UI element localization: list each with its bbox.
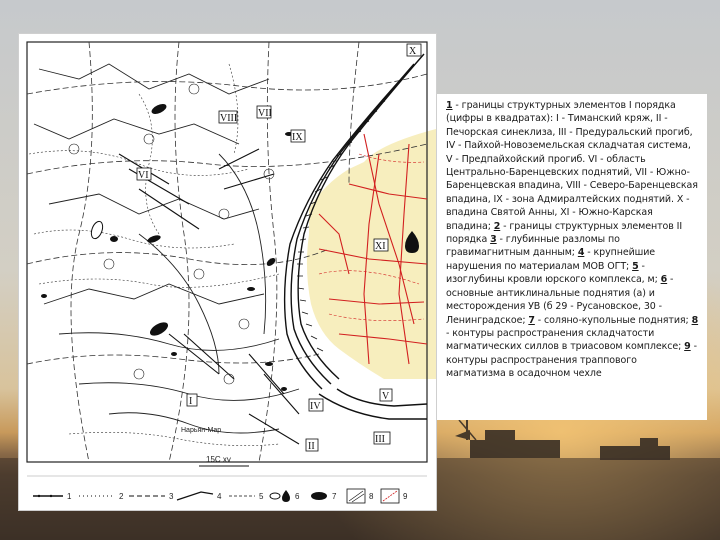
- scale-label: 15С хv: [206, 455, 231, 464]
- legend-item-number: 7: [528, 314, 535, 326]
- legend-text: [446, 99, 699, 381]
- legend-item-text: - границы структурных элементов I порядка (цифры в квадратах): I - Тиманский кряж, II - Печорская синеклиза, III - Предуральский прогиб, IV - Пайхой-Новоземельская складчатая система, V - Предпайхойский прогиб. VI - область Центрально-Баренцевских поднятий, VII - Южно-Баренцевская впадина, VIII - Северо-Баренцевская впадина, IX - зона Адмиралтейских поднятий. X - впадина Святой Анны, XI - Южно-Карская впадина;: [446, 100, 698, 232]
- legend-item-text: - изоглубины кровли юрского комплекса, м;: [446, 260, 661, 286]
- legend-item-number: 1: [446, 100, 453, 111]
- legend-number: 7: [332, 492, 337, 501]
- legend-item-text: - глубинные разломы по гравимагнитным данным;: [446, 234, 620, 259]
- region-label: VI: [138, 170, 149, 181]
- region-label: II: [308, 441, 315, 452]
- region-label: I: [189, 396, 193, 407]
- legend-number: 5: [259, 492, 264, 501]
- region-label: VII: [258, 108, 272, 119]
- scale-bar: [199, 455, 249, 466]
- legend-item-number: 3: [490, 234, 497, 246]
- region-label: VIII: [220, 113, 238, 124]
- legend-item-text: - крупнейшие нарушения по материалам МОВ ОГТ;: [446, 247, 656, 272]
- legend-number: 3: [169, 492, 174, 501]
- legend-item-text: - границы структурных элементов II порядка: [446, 220, 683, 246]
- legend-item-number: 5: [632, 260, 639, 272]
- region-label: XI: [375, 241, 386, 252]
- legend-item-number: 9: [684, 341, 691, 353]
- legend-item-text: - контуры распространения траппового магматизма в осадочном чехле: [446, 341, 697, 380]
- legend-number: 2: [119, 492, 124, 501]
- legend-item-number: 2: [493, 220, 501, 232]
- region-label: III: [375, 434, 385, 445]
- region-label: IV: [310, 401, 321, 412]
- legend-item-number: 8: [691, 314, 699, 326]
- legend-item-number: 6: [660, 274, 668, 286]
- anticline-bodies: [41, 102, 293, 391]
- region-label: V: [382, 391, 390, 402]
- legend-number: 9: [403, 492, 408, 501]
- legend-item-text: - контуры распространения складчатости магматических силлов в триасовом комплексе;: [446, 327, 685, 353]
- legend-strip: [27, 476, 427, 503]
- region-label: X: [409, 46, 417, 57]
- legend-item-text: - основные антиклинальные поднятия (а) и месторождения УВ (б 29 - Русановское, 30 - Ленинградское;: [446, 274, 674, 326]
- legend-number: 6: [295, 492, 300, 501]
- geologic-map: [18, 33, 437, 511]
- legend-number: 8: [369, 492, 374, 501]
- place-label: Нарьян-Мар: [181, 427, 222, 434]
- legend-number: 1: [67, 492, 72, 501]
- legend-number: 4: [217, 492, 222, 501]
- legend-item-text: - солянo-купольные поднятия;: [534, 314, 692, 326]
- legend-item-number: 4: [577, 247, 585, 259]
- legend-panel: [437, 94, 707, 420]
- region-label: IX: [292, 132, 303, 143]
